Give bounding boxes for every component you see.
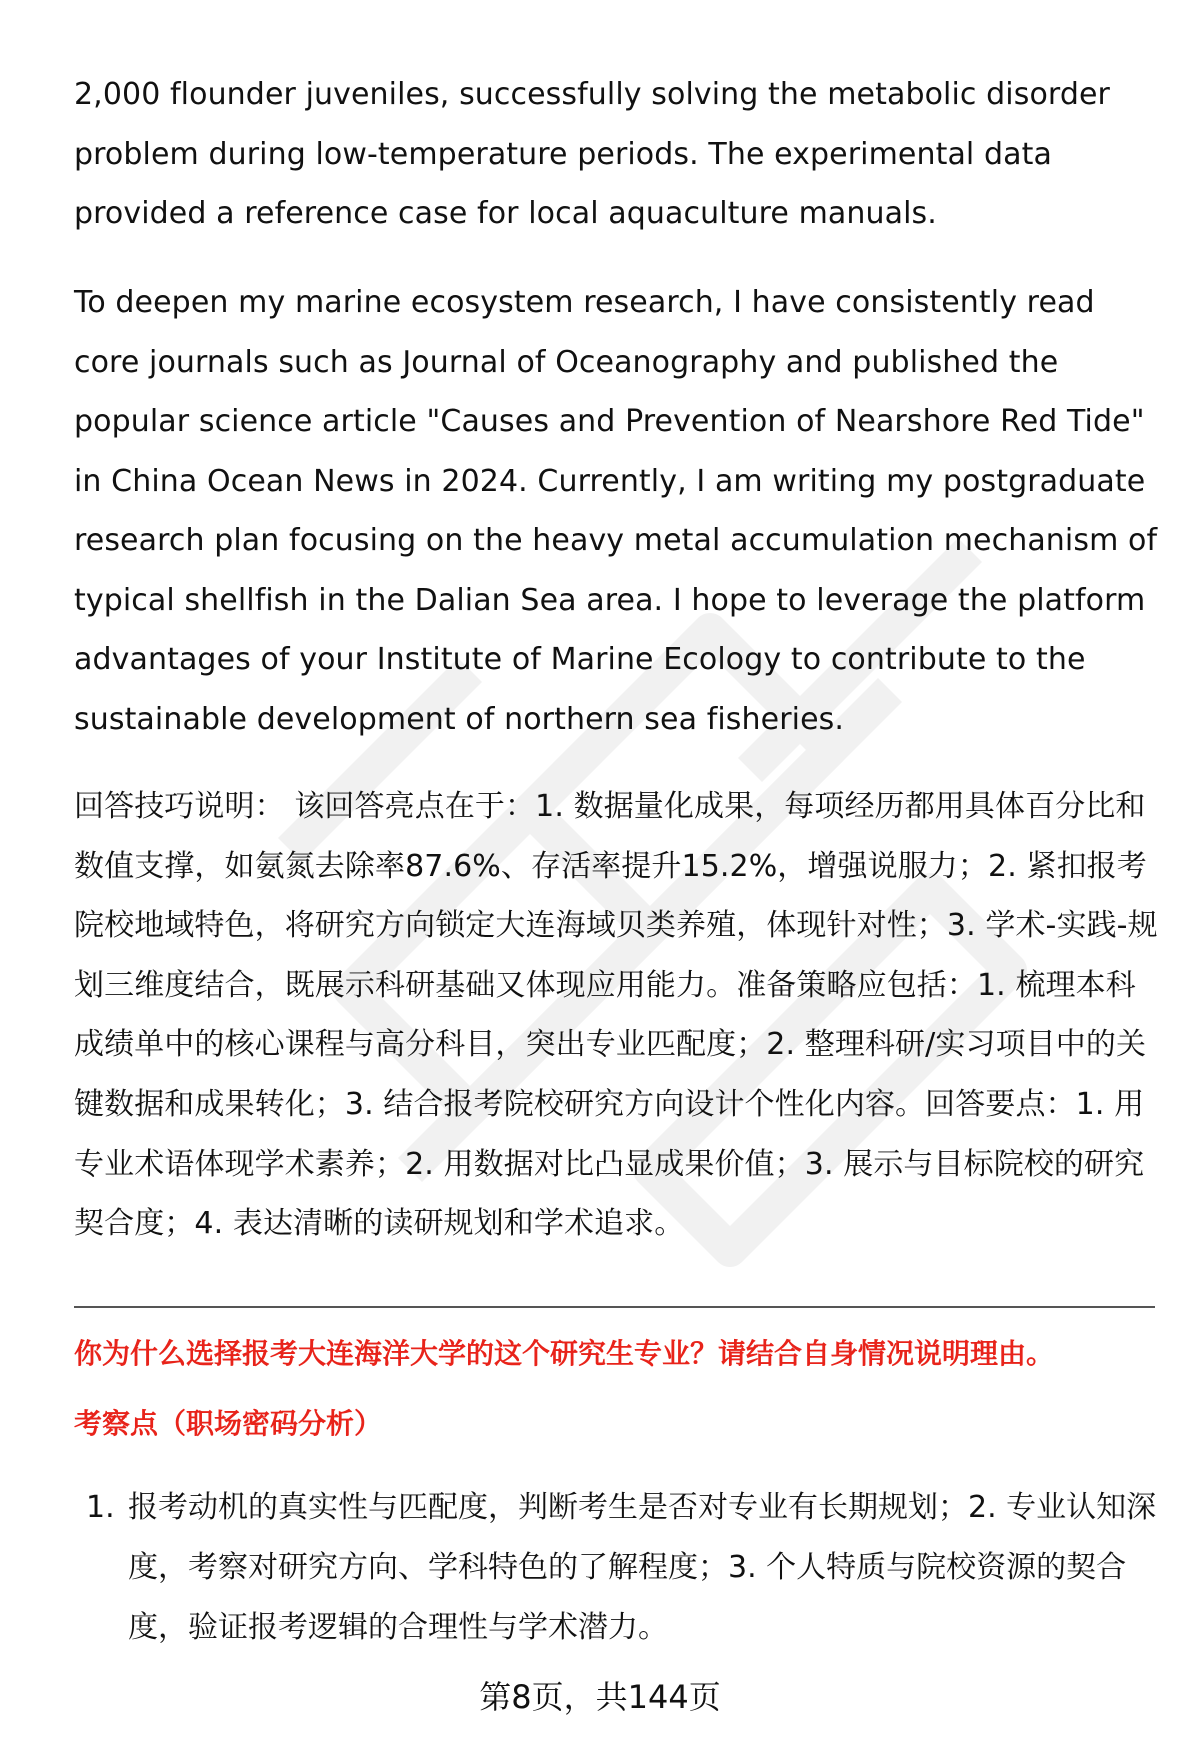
list-item-text: 报考动机的真实性与匹配度，判断考生是否对专业有长期规划；2. 专业认知深度，考察对研究方向、学科特色的了解程度；3. 个人特质与院校资源的契合度，验证报考逻辑的合理性与学术潜力。 <box>128 1490 1157 1645</box>
paragraph-answer-tips: 回答技巧说明： 该回答亮点在于：1. 数据量化成果，每项经历都用具体百分比和数值支撑，如氨氮去除率87.6%、存活率提升15.2%，增强说服力；2. 紧扣报考院校地域特色，将研究方向锁定大连海域贝类养殖，体现针对性；3. 学术-实践-规划三维度结合，既展示科研基础又体现应用能力。准备策略应包括：1. 梳理本科成绩单中的核心课程与高分科目，突出专业匹配度；2. 整理科研/实习项目中的关键数据和成果转化；3. 结合报考院校研究方向设计个性化内容。回答要点：1. 用专业术语体现学术素养；2. 用数据对比凸显成果价值；3. 展示与目标院校的研究契合度；4. 表达清晰的读研规划和学术追求。 <box>74 789 1158 1242</box>
list-item <box>74 1478 1164 1658</box>
exam-point-title: 考察点（职场密码分析） <box>74 1407 383 1440</box>
list-item-number: 1. <box>86 1490 115 1525</box>
paragraph-flounder-results: 2,000 flounder juveniles, successfully solving the metabolic disorder problem during low-temperature periods. The experimental data provided a reference case for local aquaculture manuals. <box>74 77 1110 231</box>
page-footer: 第8页，共144页 <box>479 1678 721 1716</box>
interview-question: 你为什么选择报考大连海洋大学的这个研究生专业？请结合自身情况说明理由。 <box>74 1337 1055 1370</box>
paragraph-research-plan: To deepen my marine ecosystem research, I have consistently read core journals such as Journal of Oceanography and published the popular science article "Causes and Prevention of Nearshore Red Tide" in China Ocean News in 2024. Currently, I am writing my postgraduate research plan focusing on the heavy metal accumulation mechanism of typical shellfish in the Dalian Sea area. I hope to leverage the platform advantages of your Institute of Marine Ecology to contribute to the sustainable development of northern sea fisheries. <box>74 285 1158 737</box>
exam-point-list <box>74 1478 1164 1658</box>
section-divider <box>74 1306 1155 1308</box>
